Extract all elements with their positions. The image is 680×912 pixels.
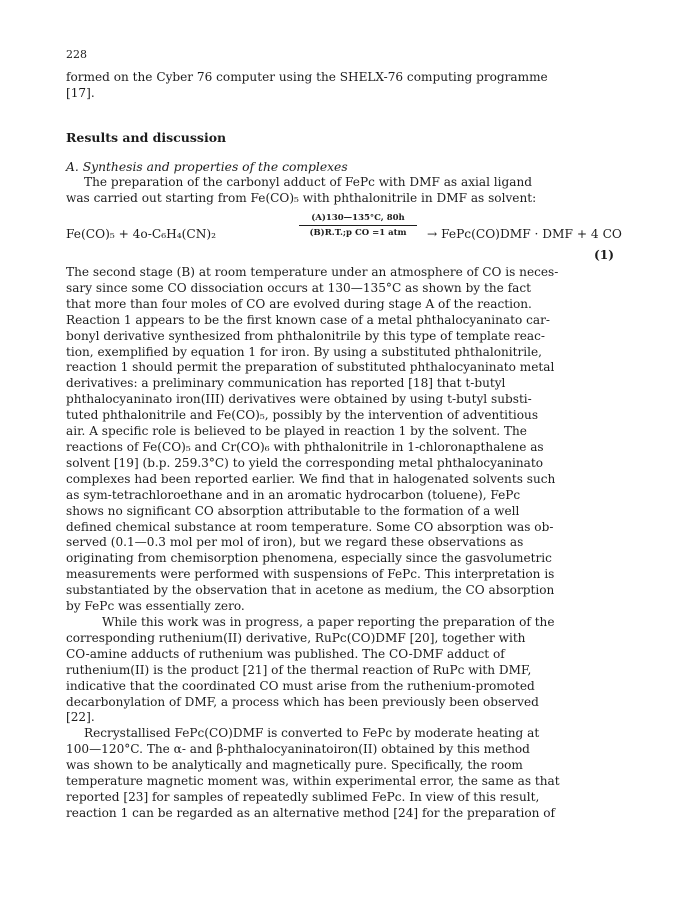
- text-line: tuted phthalonitrile and Fe(CO)₅, possibly by the intervention of adventitious: [66, 408, 539, 423]
- text-line: 100—120°C. The α- and β-phthalocyaninatoiron(II) obtained by this method: [66, 741, 530, 756]
- text-line: Reaction 1 appears to be the first known case of a metal phthalocyaninato car-: [66, 312, 550, 327]
- text-line: shows no significant CO absorption attributable to the formation of a well: [66, 503, 520, 518]
- reaction-arrow-line: [299, 225, 417, 226]
- text-line: Recrystallised FePc(CO)DMF is converted to FePc by moderate heating at: [84, 726, 540, 740]
- equation-products: → FePc(CO)DMF · DMF + 4 CO: [427, 227, 622, 241]
- reaction-condition-a: (A)130—135°C, 80h: [311, 213, 405, 223]
- paragraph-4: [66, 726, 614, 821]
- text-line: formed on the Cyber 76 computer using the SHELX-76 computing programme: [66, 70, 548, 84]
- text-line: ruthenium(II) is the product [21] of the thermal reaction of RuPc with DMF,: [66, 662, 532, 677]
- text-line: reported [23] for samples of repeatedly sublimed FePc. In view of this result,: [66, 789, 540, 804]
- paragraph-1: [66, 175, 614, 207]
- text-line: defined chemical substance at room temperature. Some CO absorption was ob-: [66, 519, 554, 534]
- text-line: The preparation of the carbonyl adduct of FePc with DMF as axial ligand: [84, 175, 533, 189]
- text-line: substantiated by the observation that in acetone as medium, the CO absorption: [66, 583, 555, 598]
- text-line: [17].: [66, 85, 95, 100]
- text-line: reactions of Fe(CO)₅ and Cr(CO)₆ with phthalonitrile in 1-chloronapthalene as: [66, 439, 544, 454]
- text-line: tion, exemplified by equation 1 for iron. By using a substituted phthalonitrile,: [66, 344, 543, 359]
- chemical-equation: [66, 213, 622, 262]
- text-line: reaction 1 should permit the preparation of substituted phthalocyaninato metal: [66, 360, 555, 375]
- text-line: complexes had been reported earlier. We find that in halogenated solvents such: [66, 471, 556, 486]
- text-line: sary since some CO dissociation occurs at 130—135°C as shown by the fact: [66, 280, 531, 295]
- page-number: 228: [66, 48, 87, 61]
- text-line: as sym-tetrachloroethane and in an aromatic hydrocarbon (toluene), FePc: [66, 487, 521, 502]
- reaction-condition-b: (B)R.T.;p CO =1 atm: [309, 228, 407, 238]
- paragraph-3: [66, 615, 614, 726]
- intro-paragraph: [66, 70, 614, 102]
- text-line: solvent [19] (b.p. 259.3°C) to yield the corresponding metal phthalocyaninato: [66, 455, 544, 470]
- text-line: by FePc was essentially zero.: [66, 599, 245, 614]
- equation-number: (1): [593, 248, 614, 262]
- equation-reactants: Fe(CO)₅ + 4o-C₆H₄(CN)₂: [66, 227, 216, 241]
- text-line: indicative that the coordinated CO must arise from the ruthenium-promoted: [66, 678, 535, 693]
- text-line: that more than four moles of CO are evolved during stage A of the reaction.: [66, 296, 532, 311]
- text-line: measurements were performed with suspensions of FePc. This interpretation is: [66, 567, 555, 582]
- text-line: corresponding ruthenium(II) derivative, RuPc(CO)DMF [20], together with: [66, 630, 526, 645]
- text-line: decarbonylation of DMF, a process which has been previously been observed: [66, 694, 539, 709]
- text-line: derivatives: a preliminary communication has reported [18] that t-butyl: [66, 376, 506, 391]
- equation-arrow: [299, 213, 417, 238]
- text-line: was shown to be analytically and magnetically pure. Specifically, the room: [66, 757, 523, 772]
- text-line: CO-amine adducts of ruthenium was published. The CO-DMF adduct of: [66, 646, 505, 661]
- text-line: originating from chemisorption phenomena, especially since the gasvolumetric: [66, 551, 552, 566]
- text-line: [22].: [66, 710, 95, 725]
- text-line: While this work was in progress, a paper reporting the preparation of the: [102, 615, 555, 629]
- text-line: was carried out starting from Fe(CO)₅ with phthalonitrile in DMF as solvent:: [66, 190, 537, 205]
- text-line: served (0.1—0.3 mol per mol of iron), but we regard these observations as: [66, 535, 524, 550]
- section-heading: Results and discussion: [66, 130, 227, 145]
- text-line: The second stage (B) at room temperature under an atmosphere of CO is neces-: [66, 265, 559, 279]
- text-line: phthalocyaninato iron(III) derivatives were obtained by using t-butyl substi-: [66, 392, 532, 407]
- text-line: bonyl derivative synthesized from phthalonitrile by this type of template reac-: [66, 328, 545, 343]
- subsection-heading: A. Synthesis and properties of the complexes: [66, 160, 348, 174]
- text-line: air. A specific role is believed to be played in reaction 1 by the solvent. The: [66, 424, 527, 439]
- paragraph-2: [66, 265, 614, 615]
- text-line: temperature magnetic moment was, within experimental error, the same as that: [66, 773, 560, 788]
- text-line: reaction 1 can be regarded as an alternative method [24] for the preparation of: [66, 805, 556, 820]
